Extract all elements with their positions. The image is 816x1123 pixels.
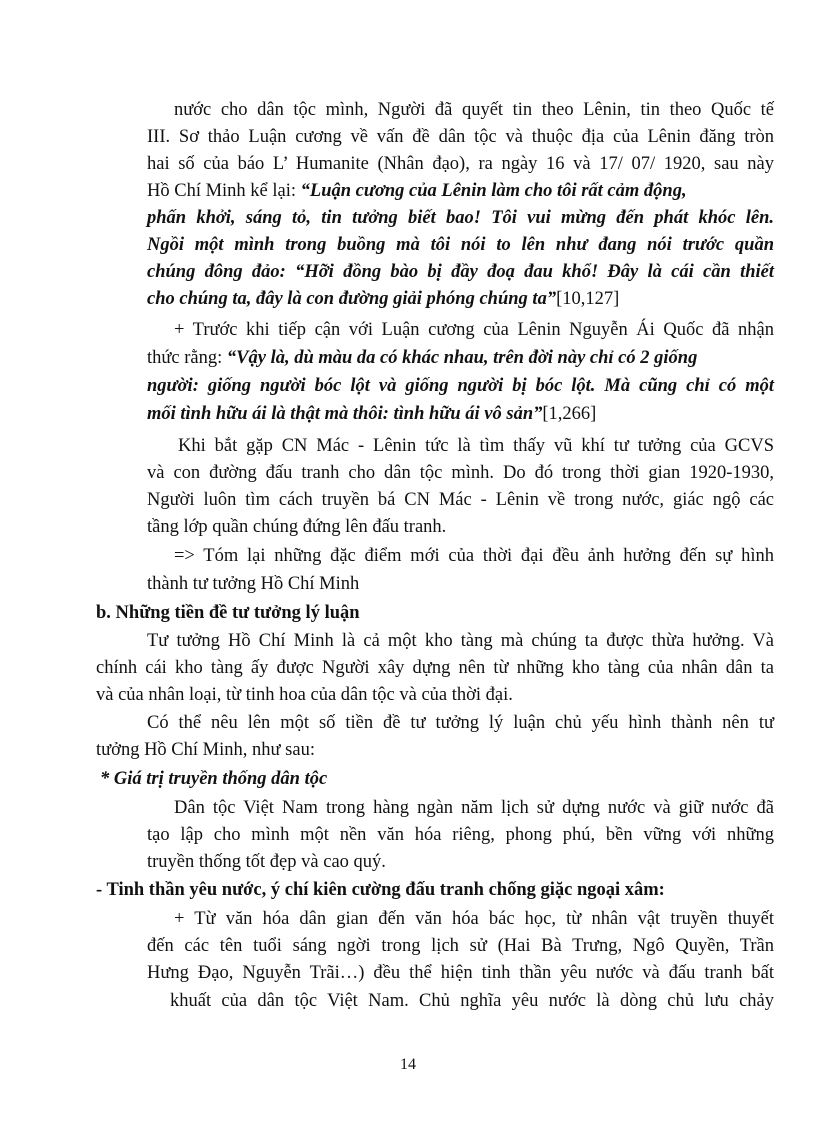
- text-line: thành tư tưởng Hồ Chí Minh: [147, 574, 360, 594]
- text-line: Tư tưởng Hồ Chí Minh là cả một kho tàng mà chúng ta được thừa hưởng. Và: [147, 631, 774, 651]
- text-line: chính cái kho tàng ấy được Người xây dựng nên từ những kho tàng của nhân dân ta: [96, 658, 774, 678]
- quote-text: cho chúng ta, đây là con đường giải phóng chúng ta”: [147, 289, 557, 309]
- text-run: Hồ Chí Minh kể lại:: [147, 181, 301, 201]
- text-line: Người luôn tìm cách truyền bá CN Mác - Lênin về trong nước, giác ngộ các: [147, 490, 774, 510]
- text-line: tầng lớp quần chúng đứng lên đấu tranh.: [147, 517, 447, 537]
- quote-line: chúng đông đảo: “Hỡi đồng bào bị đầy đoạ đau khổ! Đây là cái cần thiết: [147, 262, 774, 282]
- bold-list-heading: - Tinh thần yêu nước, ý chí kiên cường đấu tranh chống giặc ngoại xâm:: [96, 880, 665, 900]
- text-line: [147, 401, 596, 428]
- text-line: hai số của báo L’ Humanite (Nhân đạo), ra ngày 16 và 17/ 07/ 1920, sau này: [147, 154, 774, 174]
- text-line: [147, 178, 687, 205]
- page-number: 14: [400, 1056, 416, 1073]
- text-line: Có thể nêu lên một số tiền đề tư tưởng lý luận chủ yếu hình thành nên tư: [147, 713, 774, 733]
- text-line: tưởng Hồ Chí Minh, như sau:: [96, 740, 315, 760]
- text-line: + Trước khi tiếp cận với Luận cương của Lênin Nguyễn Ái Quốc đã nhận: [174, 320, 774, 340]
- quote-line: người: giống người bóc lột và giống người bị bóc lột. Mà cũng chỉ có một: [147, 376, 774, 396]
- subsection-heading: * Giá trị truyền thống dân tộc: [100, 769, 328, 789]
- text-line: khuất của dân tộc Việt Nam. Chủ nghĩa yêu nước là dòng chủ lưu chảy: [170, 991, 774, 1011]
- text-line: [147, 286, 619, 313]
- text-line: Khi bắt gặp CN Mác - Lênin tức là tìm thấy vũ khí tư tưởng của GCVS: [178, 436, 774, 456]
- quote-text: “Luận cương của Lênin làm cho tôi rất cảm động,: [300, 181, 687, 201]
- text-line: [147, 345, 697, 372]
- text-line: và của nhân loại, từ tinh hoa của dân tộc và của thời đại.: [96, 685, 513, 705]
- citation: [1,266]: [542, 404, 597, 424]
- text-line: + Từ văn hóa dân gian đến văn hóa bác học, từ nhân vật truyền thuyết: [174, 909, 774, 929]
- text-line: và con đường đấu tranh cho dân tộc mình. Do đó trong thời gian 1920-1930,: [147, 463, 774, 483]
- text-line: Hưng Đạo, Nguyễn Trãi…) đều thể hiện tinh thần yêu nước và đấu tranh bất: [147, 963, 774, 983]
- text-line: nước cho dân tộc mình, Người đã quyết tin theo Lênin, tin theo Quốc tế: [174, 100, 774, 120]
- text-run: thức rằng:: [147, 348, 227, 368]
- quote-text: “Vậy là, dù màu da có khác nhau, trên đời này chỉ có 2 giống: [226, 348, 698, 368]
- text-line: đến các tên tuổi sáng ngời trong lịch sử (Hai Bà Trưng, Ngô Quyền, Trần: [147, 936, 774, 956]
- text-line: Dân tộc Việt Nam trong hàng ngàn năm lịch sử dựng nước và giữ nước đã: [174, 798, 774, 818]
- text-line: III. Sơ thảo Luận cương về vấn đề dân tộc và thuộc địa của Lênin đăng tròn: [147, 127, 774, 147]
- quote-text: mối tình hữu ái là thật mà thôi: tình hữu ái vô sản”: [147, 404, 543, 424]
- quote-line: Ngồi một mình trong buồng mà tôi nói to lên như đang nói trước quần: [147, 235, 774, 255]
- citation: [10,127]: [556, 289, 620, 309]
- text-line: => Tóm lại những đặc điểm mới của thời đại đều ảnh hưởng đến sự hình: [174, 546, 774, 566]
- text-line: truyền thống tốt đẹp và cao quý.: [147, 852, 386, 872]
- quote-line: phấn khởi, sáng tỏ, tin tưởng biết bao! Tôi vui mừng đến phát khóc lên.: [147, 208, 774, 228]
- section-heading: b. Những tiền đề tư tưởng lý luận: [96, 603, 360, 623]
- text-line: tạo lập cho mình một nền văn hóa riêng, phong phú, bền vững với những: [147, 825, 774, 845]
